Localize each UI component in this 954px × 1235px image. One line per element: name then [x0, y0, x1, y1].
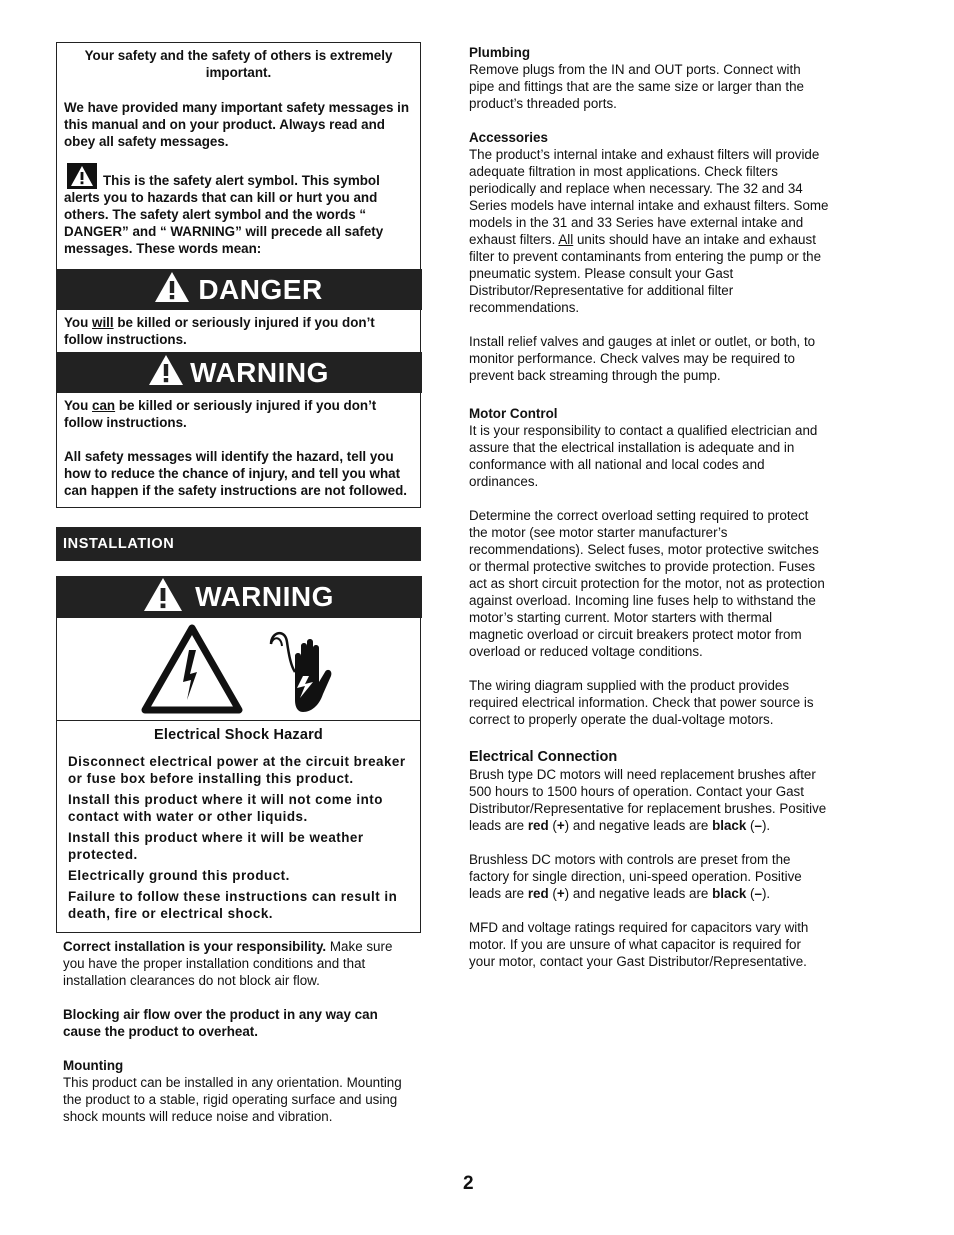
danger-text: You will be killed or seriously injured if you don’t follow instructions. — [64, 315, 375, 347]
safety-identify-text: All safety messages will identify the hazard, tell you how to reduce the chance of injury, and tell you what can happen if the safety instructions are not followed. — [64, 449, 407, 498]
safety-heading: Your safety and the safety of others is extremely important. — [84, 48, 393, 80]
motor-control-text-3: The wiring diagram supplied with the product provides required electrical information. Check that power source is correct to properly operate the dual-voltage motors. — [469, 678, 814, 727]
mounting-text: This product can be installed in any orientation. Mounting the product to a stable, rigid operating surface and using shock mounts will reduce noise and vibration. — [63, 1074, 402, 1124]
blocking-airflow-text: Blocking air flow over the product in any way can cause the product to overheat. — [63, 1006, 378, 1039]
correct-installation-text: Correct installation is your responsibility. Make sure you have the proper installation conditions and that installation clearances do not block air flow. — [63, 938, 393, 988]
electrical-connection-title: Electrical Connection — [469, 749, 618, 765]
hazard-list — [57, 753, 420, 932]
installation-section-title: INSTALLATION — [56, 527, 421, 561]
electrical-shock-hand-icon — [267, 626, 337, 716]
hazard-item: Failure to follow these instructions can result in death, fire or electrical shock. — [68, 888, 398, 921]
page-number: 2 — [463, 1173, 474, 1194]
hazard-item: Install this product where it will be weather protected. — [68, 829, 364, 862]
electrical-warning-box — [56, 576, 421, 933]
electrical-connection-text-2: Brushless DC motors with controls are preset from the factory for single direction, uni-speed operation. Positive leads are red (+) and negative leads are black (–). — [469, 852, 802, 901]
hazard-title: Electrical Shock Hazard — [153, 726, 323, 743]
warning-label: WARNING — [190, 356, 329, 388]
installation-alert-icon — [143, 577, 183, 612]
accessories-text: The product’s internal intake and exhaust filters will provide adequate filtration in most applications. Check filters periodically and replace when necessary. The 32 and 34 Series models have internal intake and exhaust filters. Some models in the 31 and 33 Series have external intake and exhaust filters. All units should have an intake and exhaust filter to prevent contaminants from entering the pump or the pneumatic system. Please consult your Gast Distributor/Representative for additional filter recommendations. — [469, 147, 829, 315]
accessories-title: Accessories — [469, 130, 548, 145]
danger-banner — [56, 269, 422, 310]
motor-control-text-1: It is your responsibility to contact a qualified electrician and assure that the electrical installation is adequate and in conformance with all national and local codes and ordinances. — [469, 423, 818, 489]
installation-warning-label: WARNING — [195, 580, 334, 612]
electrical-connection-text-1: Brush type DC motors will need replacement brushes after 500 hours to 1500 hours of operation. Contact your Gast Distributor/Representative for replacement brushes. Positive leads are red (+) and negative leads are black (–). — [469, 767, 827, 833]
safety-intro: We have provided many important safety messages in this manual and on your product. Always read and obey all safety messages. — [64, 100, 410, 149]
electrical-shock-triangle-icon — [141, 624, 243, 714]
right-column — [469, 44, 829, 970]
plumbing-text: Remove plugs from the IN and OUT ports. Connect with pipe and fittings that are the same size or larger than the product’s threaded ports. — [469, 62, 804, 111]
mfd-text: MFD and voltage ratings required for capacitors vary with motor. If you are unsure of what capacitor is required for your motor, contact your Gast Distributor/Representative. — [469, 920, 809, 969]
danger-alert-icon — [154, 271, 190, 303]
mounting-title: Mounting — [63, 1057, 124, 1073]
safety-alert-explanation: This is the safety alert symbol. This symbol alerts you to hazards that can kill or hurt you and others. The safety alert symbol and the words “ DANGER” and “ WARNING” will precede all safety messages. These words mean: — [64, 163, 413, 257]
danger-label: DANGER — [198, 273, 323, 305]
motor-control-text-2: Determine the correct overload setting required to protect the motor (see motor starter manufacturer’s recommendations). Select fuses, motor protective switches or thermal protective switches to provide protection. Fuses act as short circuit protection for the motor, not as protection against overload. Incoming line fuses help to withstand the motor’s starting current. Motor starters with thermal magnetic overload or circuit breakers protect motor from overload or reduced voltage conditions. — [469, 508, 825, 659]
left-column — [56, 42, 421, 1125]
hazard-item: Disconnect electrical power at the circuit breaker or fuse box before installing this product. — [68, 753, 406, 786]
warning-banner — [56, 352, 422, 393]
hazard-item: Electrically ground this product. — [68, 867, 290, 883]
installation-warning-banner — [56, 576, 422, 618]
safety-alert-icon — [67, 163, 97, 189]
installation-body — [56, 938, 421, 1125]
motor-control-title: Motor Control — [469, 406, 558, 421]
relief-valves-text: Install relief valves and gauges at inlet or outlet, or both, to monitor performance. Check valves may be required to prevent back streaming through the pump. — [469, 334, 816, 383]
plumbing-title: Plumbing — [469, 45, 530, 60]
safety-box — [56, 42, 421, 508]
hazard-item: Install this product where it will not come into contact with water or other liquids. — [68, 791, 383, 824]
warning-text: You can be killed or seriously injured if you don’t follow instructions. All safety messages will identify the hazard, tell you how to reduce the chance of injury, and tell you what can happen if the safety instructions are not followed. — [57, 393, 420, 507]
warning-alert-icon — [148, 354, 184, 386]
